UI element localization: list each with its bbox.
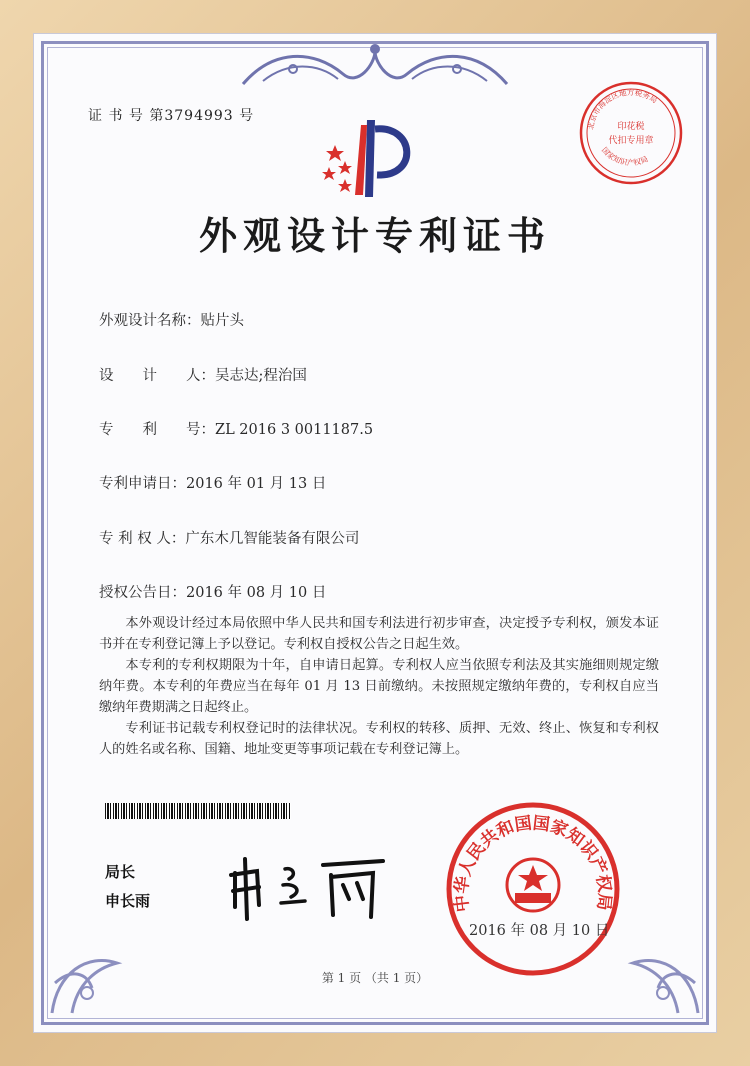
director-name: 申长雨 (105, 892, 151, 910)
design-name-field: 外观设计名称：贴片头 (99, 313, 244, 329)
svg-text:国家知识产权局: 国家知识产权局 (599, 145, 650, 168)
paragraph-term: 本专利的专利权期限为十年，自申请日起算。专利权人应当依照专利法及其实施细则规定缴纳年费。本专利的年费应当在每年 01 月 13 日前缴纳。未按照规定缴纳年费的，专利权自应当缴纳年费期满之日起终止。 (99, 658, 659, 715)
paragraph-legal-status: 专利证书记载专利权登记时的法律状况。专利权的转移、质押、无效、终止、恢复和专利权人的姓名或名称、国籍、地址变更等事项记载在专利登记簿上。 (99, 721, 659, 757)
patentee-field: 专 利 权 人：广东木几智能装备有限公司 (99, 531, 360, 547)
director-signature (223, 845, 393, 925)
svg-text:北京市海淀区地方税务局: 北京市海淀区地方税务局 (586, 87, 659, 131)
designer-field: 设 计 人：吴志达;程治国 (99, 368, 307, 384)
national-ipa-seal-icon (445, 801, 621, 977)
director-title: 局长 (105, 863, 136, 881)
svg-text:印花税: 印花税 (617, 122, 645, 132)
top-ornament-icon (233, 39, 517, 99)
certificate-title: 外观设计专利证书 (198, 214, 551, 258)
svg-text:中华人民共和国国家知识产权局: 中华人民共和国国家知识产权局 (451, 813, 615, 914)
patent-number-field: 专 利 号：ZL 2016 3 0011187.5 (99, 422, 374, 438)
grant-date-field: 授权公告日：2016 年 08 月 10 日 (99, 585, 327, 601)
paragraph-grant: 本外观设计经过本局依照中华人民共和国专利法进行初步审查，决定授予专利权，颁发本证书并在专利登记簿上予以登记。专利权自授权公告之日起生效。 (99, 616, 659, 652)
certificate-paper (33, 33, 717, 1033)
corner-ornament-icon (47, 913, 137, 1023)
corner-ornament-icon (613, 913, 703, 1023)
stamp-date: 2016 年 08 月 10 日 (469, 923, 610, 939)
barcode (105, 803, 291, 819)
page-indicator: 第 1 页 （共 1 页） (321, 971, 429, 985)
filing-date-field: 专利申请日：2016 年 01 月 13 日 (99, 476, 327, 492)
patent-office-logo (315, 115, 425, 203)
certificate-number: 证 书 号 第3794993 号 (88, 108, 255, 124)
tax-seal-icon (577, 79, 685, 187)
svg-text:代扣专用章: 代扣专用章 (608, 136, 654, 146)
